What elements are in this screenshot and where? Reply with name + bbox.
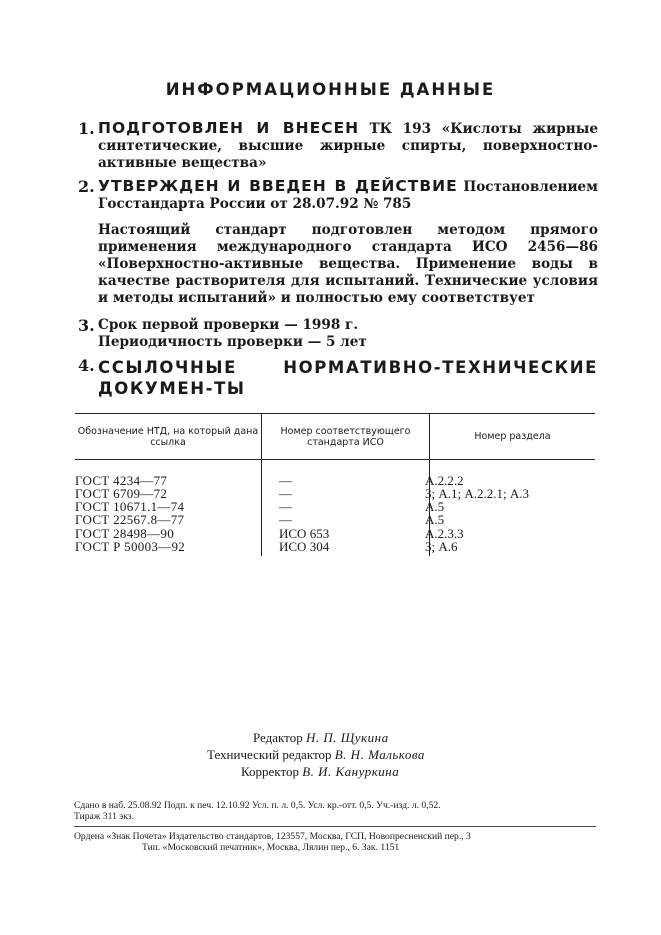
imprint-line-1: Сдано в наб. 25.08.92 Подп. к печ. 12.10.92 Усл. п. л. 0,5. Усл. кр.-отт. 0,5. Уч.-изд. л. 0,52. (74, 800, 441, 811)
cell-ntd: ГОСТ 22567.8—77 (75, 512, 185, 527)
page-title: ИНФОРМАЦИОННЫЕ ДАННЫЕ (165, 80, 496, 99)
cell-section: А.2.2.2 (425, 473, 464, 488)
imprint-divider (74, 826, 596, 827)
editor-label: Редактор (253, 730, 303, 745)
section-heading: УТВЕРЖДЕН И ВВЕДЕН В ДЕЙСТВИЕ (98, 177, 458, 195)
section-2 (78, 178, 598, 213)
section-text: Постановлением Госстандарта России от 28.07.92 № 785 (98, 179, 598, 212)
imprint-line-3: Ордена «Знак Почета» Издательство стандартов, 123557, Москва, ГСП, Новопресненский пер., 3 (74, 831, 471, 842)
cell-section: А.5 (425, 512, 445, 527)
proofreader-line (241, 763, 399, 780)
proofreader-name: В. И. Кануркина (302, 764, 400, 779)
reference-table-header (75, 413, 595, 460)
tech-editor-name: В. Н. Малькова (334, 747, 425, 762)
tech-editor-label: Технический редактор (207, 747, 332, 762)
check-period-line: Периодичность проверки — 5 лет (98, 334, 367, 350)
cell-section: А.2.3.3 (425, 526, 464, 541)
cell-iso: — (279, 486, 292, 501)
table-row (75, 513, 595, 526)
cell-iso: ИСО 304 (279, 539, 330, 554)
cell-iso: — (279, 473, 292, 488)
imprint-line-2: Тираж 311 экз. (74, 811, 135, 822)
cell-section: А.5 (425, 499, 445, 514)
section-number: 3. (78, 316, 95, 335)
section-4 (78, 357, 598, 399)
section-heading: ПОДГОТОВЛЕН И ВНЕСЕН (98, 119, 360, 137)
imprint-line-4: Тип. «Московский печатник», Москва, Лялин пер., 6. Зак. 1151 (142, 842, 400, 853)
cell-ntd: ГОСТ 4234—77 (75, 473, 168, 488)
cell-iso: — (279, 512, 292, 527)
cell-section: 3; А.1; А.2.2.1; А.3 (425, 486, 529, 501)
first-check-line: Срок первой проверки — 1998 г. (98, 317, 359, 333)
header-section: Номер раздела (474, 431, 551, 442)
header-iso: Номер соответствующего стандарта ИСО (280, 425, 411, 448)
cell-iso: — (279, 499, 292, 514)
section-text: ТК 193 «Кислоты жирные синтетические, высшие жирные спирты, поверхностно-активные вещества» (98, 121, 598, 171)
cell-ntd: ГОСТ Р 50003—92 (75, 539, 186, 554)
editor-name: Н. П. Щукина (305, 730, 389, 745)
cell-ntd: ГОСТ 6709—72 (75, 486, 168, 501)
editor-line (253, 729, 389, 746)
cell-ntd: ГОСТ 28498—90 (75, 526, 175, 541)
section-number: 1. (78, 119, 95, 138)
section-3 (78, 317, 598, 351)
cell-iso: ИСО 653 (279, 526, 330, 541)
standard-note: Настоящий стандарт подготовлен методом прямого применения международного стандарта ИСО 2456—86 «Поверхностно-активные вещества. Применение воды в качестве растворителя для испытаний. Технические условия и методы испытаний» и полностью ему соответствует (98, 222, 598, 306)
section-1 (78, 120, 598, 172)
header-ntd: Обозначение НТД, на который дана ссылка (77, 425, 259, 448)
section-number: 2. (78, 177, 95, 196)
tech-editor-line (207, 746, 425, 763)
table-row (75, 540, 595, 553)
proofreader-label: Корректор (241, 764, 299, 779)
section-heading: ССЫЛОЧНЫЕ НОРМАТИВНО-ТЕХНИЧЕСКИЕ ДОКУМЕН-ТЫ (98, 358, 598, 398)
section-number: 4. (78, 356, 95, 375)
cell-ntd: ГОСТ 10671.1—74 (75, 499, 185, 514)
cell-section: 3; А.6 (425, 539, 458, 554)
